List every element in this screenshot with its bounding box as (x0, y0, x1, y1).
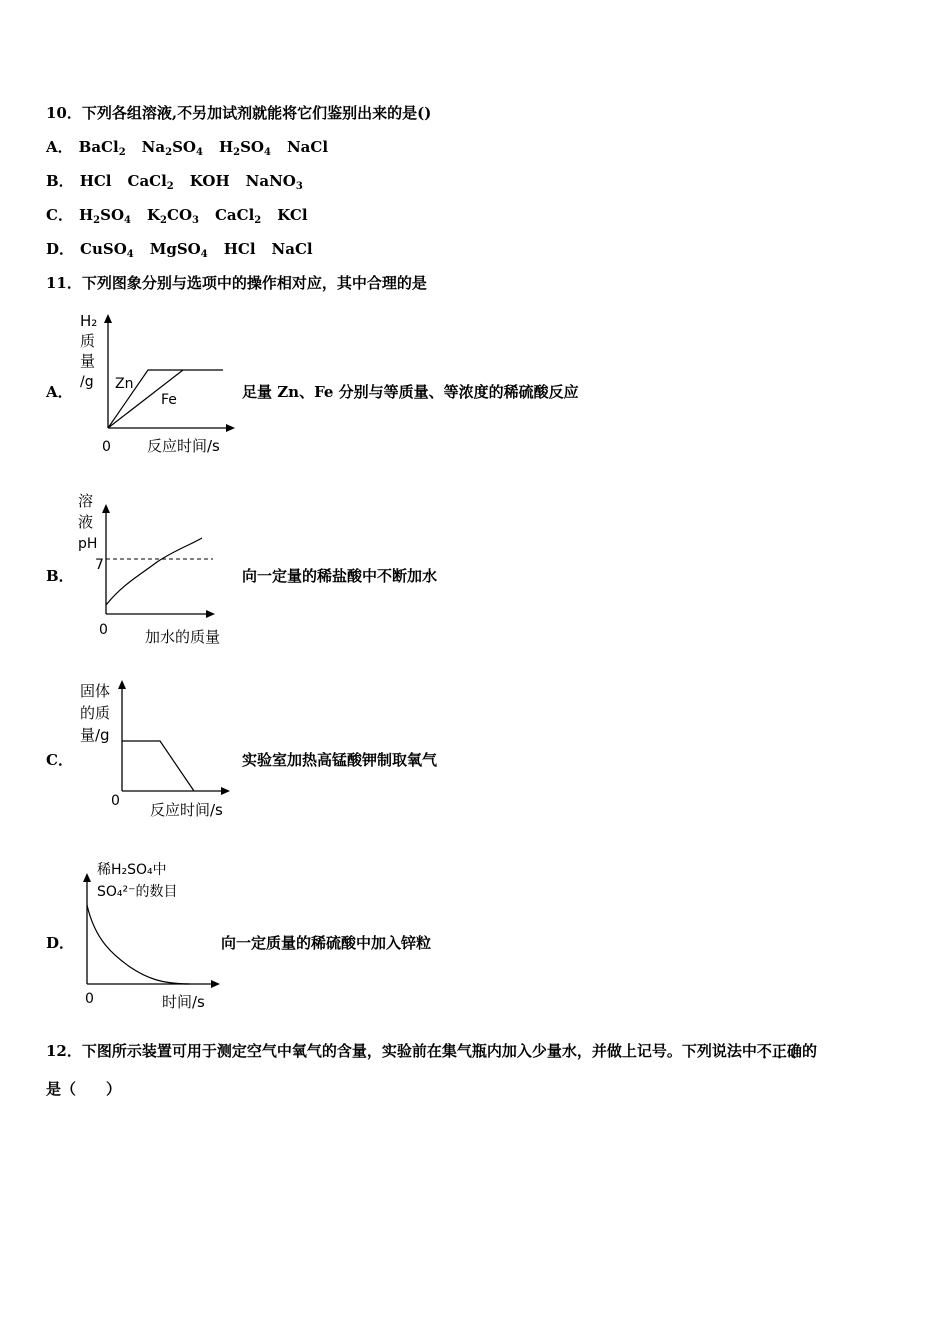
emphasis-char: 确 (786, 1042, 802, 1060)
graph-b-y-arrow (102, 504, 110, 513)
q10-option-d: D． CuSO$_4$ MgSO$_4$ HCl NaCl (46, 240, 313, 260)
graph-c-ylabel-3: 量/g (80, 726, 110, 744)
graph-b-x-arrow (206, 610, 215, 618)
graph-d-ylabel-1: 稀H₂SO₄中 (97, 862, 167, 878)
graph-d-x-arrow (211, 980, 220, 988)
graph-c (75, 672, 255, 824)
graph-a (75, 308, 245, 460)
graph-b (75, 488, 245, 648)
graph-a-ylabel-1: H₂ (80, 312, 98, 330)
graph-b-xlabel: 加水的质量 (145, 628, 221, 646)
graph-c-y-arrow (118, 680, 126, 689)
graph-c-ylabel-2: 的质 (80, 704, 111, 722)
q11-option-a-desc: 足量 Zn、Fe 分别与等质量、等浓度的稀硫酸反应 (242, 383, 579, 401)
graph-d-origin: 0 (85, 991, 94, 1007)
q12-line-2: 是（ ） (46, 1080, 122, 1098)
q10-option-c: C． $H_2SO_4$ $K_2CO_3$ CaCl$_2$ KCl (46, 206, 308, 226)
graph-c-x-arrow (221, 787, 230, 795)
graph-d-curve (87, 905, 190, 984)
graph-c-xlabel: 反应时间/s (150, 801, 223, 819)
graph-d-xlabel: 时间/s (162, 993, 205, 1011)
q11-option-d-label: D． (46, 934, 75, 952)
graph-a-y-arrow (104, 314, 112, 323)
q10-option-a: A． BaCl$_2$ $Na_2SO_4$ $H_2SO_4$ NaCl (46, 138, 329, 158)
graph-c-origin: 0 (111, 793, 120, 809)
graph-b-curve (106, 538, 202, 605)
graph-a-x-arrow (226, 424, 235, 432)
q11-stem: 11．下列图象分别与选项中的操作相对应，其中合理的是 (46, 274, 427, 292)
graph-a-series-fe: Fe (161, 392, 177, 408)
graph-a-series-zn: Zn (115, 376, 134, 392)
q12-text-b: 的 (801, 1042, 817, 1060)
q10-option-b: B． HCl CaCl$_2$ KOH NaNO$_3$ (46, 172, 303, 192)
q12-text-a: 12．下图所示装置可用于测定空气中氧气的含量，实验前在集气瓶内加入少量水，并做上记号。下列说法中 (46, 1042, 757, 1060)
graph-a-ylabel-2: 质 (80, 332, 96, 350)
graph-b-ylabel-3: pH (78, 536, 98, 552)
option-label: C． (46, 206, 73, 224)
graph-d-ylabel-2: SO₄²⁻的数目 (97, 884, 178, 900)
graph-b-tick-7: 7 (95, 557, 104, 573)
graph-a-ylabel-4: /g (80, 374, 94, 390)
option-label: B． (46, 172, 74, 190)
q11-option-a-label: A． (46, 383, 73, 401)
graph-b-origin: 0 (99, 622, 108, 638)
graph-a-ylabel-3: 量 (80, 352, 96, 370)
graph-a-origin: 0 (102, 439, 111, 455)
graph-b-ylabel-2: 液 (78, 513, 94, 531)
q10-stem: 10．下列各组溶液,不另加试剂就能将它们鉴别出来的是() (46, 104, 432, 122)
graph-c-line (122, 741, 194, 791)
q11-option-c-label: C． (46, 751, 73, 769)
graph-b-ylabel-1: 溶 (78, 492, 94, 510)
emphasis-char: 正 (771, 1042, 787, 1060)
q11-option-d-desc: 向一定质量的稀硫酸中加入锌粒 (221, 934, 432, 952)
graph-a-xlabel: 反应时间/s (147, 437, 220, 455)
q11-option-c-desc: 实验室加热高锰酸钾制取氧气 (242, 751, 438, 769)
graph-d-y-arrow (83, 873, 91, 882)
option-label: D． (46, 240, 75, 258)
option-label: A． (46, 138, 73, 156)
q11-option-b-desc: 向一定量的稀盐酸中不断加水 (242, 567, 438, 585)
graph-c-ylabel-1: 固体 (80, 682, 111, 700)
q11-option-b-label: B． (46, 567, 74, 585)
q12-line-1 (46, 1040, 817, 1061)
emphasis-char: 不 (756, 1042, 772, 1060)
